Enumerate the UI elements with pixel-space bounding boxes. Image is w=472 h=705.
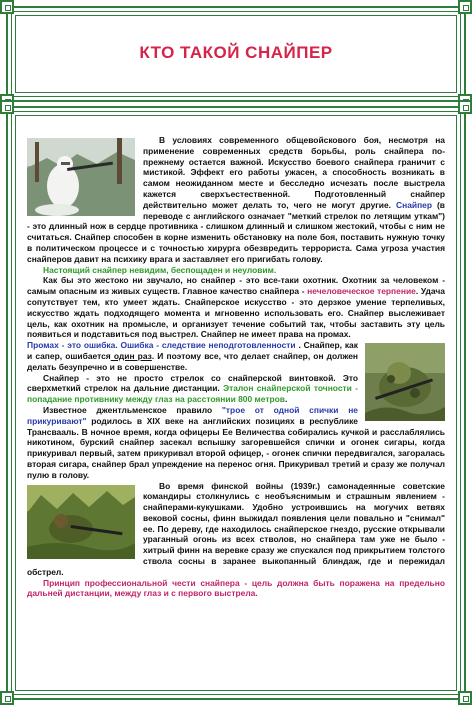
motto-invisible: Настоящий снайпер невидим, беспощаден и неуловим. [43,264,277,275]
paragraph-intro: В условиях современного общевойскового боя, несмотря на применение современных средств борьбы, роль снайпера по-прежнему остается важной. Искусство боевого снайпера граничит с мистикой. Эффект его работы ужасен, а способность возникать в самом неожиданном месте и бесследно исчезать после выстрела кажется сверхъестественной. Подготовленный снайпер действительно может делать то, чего не могут другие. [143,135,445,210]
corner-ornament-icon [0,691,14,705]
corner-ornament-icon [458,100,472,114]
highlight-match-rule: "трое от одной спички не прикуривают" [27,404,358,426]
paragraph-finnish-war: Во время финской войны (1939г.) самонадеянные советские командиры столкнулись с необъяснимым и страшным явлением - снайперами-кукушками. Удобно устроившись на могучих ветвях вековой сосны, финн выжидал появления цели повально и "снимал" ее. По дереву, где находилось снайперское гнездо, русские открывали ураганный огонь из всех стволов, но снайпера там уже не было - хитрый финн на веревке сразу же спускался под прикрытием толстого ствола сосны в заранее выкопанный блиндаж, где и пережидал обстрел. [27,480,445,577]
term-sniper: Снайпер [396,199,433,210]
sniper-ghillie-photo [365,343,445,421]
corner-ornament-icon [458,691,472,705]
highlight-mistake: Промах - это ошибка. Ошибка - следствие неподготовленности [27,340,296,351]
sniper-forest-photo [27,485,135,559]
page-title: КТО ТАКОЙ СНАЙПЕР [139,43,333,62]
article-body: В условиях современного общевойскового боя, несмотря на применение современных средств борьбы, роль снайпера по-прежнему остается важной. Искусство боевого снайпера граничит с мистикой. Эффект его работы ужасен, а способность возникать в самом неожиданном месте и бесследно исчезать после выстрела кажется сверхъестественной. Подготовленный снайпер действительно может делать то, чего не могут другие. Снайпер (в переводе с английского означает "меткий стрелок по летящим уткам") - это длинный нож в сердце противника - слишком длинный и слишком жестокий, чтобы с ним не считаться. Снайпер способен в корне изменить обстановку на поле боя, поставить нужную точку в политическом процессе и с точностью хирурга обезвредить террориста. Сама угроза участия снайперов давит на психику врага и заставляет его пригибать голову. Настоящий снайпер невидим, беспощаден и неуловим. Как бы это жестоко ни звучало, но снайпер - это все-таки охотник. Охотник за человеком - самым опасным из живых существ. Главное качество снайпера - нечеловеческое терпение. Удача сопутствует тем, кто умеет ждать. Снайперское искусство - это дерзкое умение терпеливых, искусство ждать подходящего момента и мгновенно использовать его. Снайпер выслеживает цель, как охотник на промысле, и организует течение событий так, чтобы заставить эту цель появиться и подставиться под выстрел. Снайпер не имеет права на промах. Промах - это ошибка. Ошибка - следствие неподготовленности . Снайпер, как и сапер, ошибается один раз. И поэтому все, что делает снайпер, он должен делать безупречно и в совершенстве. Снайпер - это не просто стрелок со снайперской винтовкой. Это сверхметкий стрелок на дальние дистанции. Эталон снайперской точности - попадание противнику между глаз на расстоянии 800 метров. Известное джентльменское правило "трое от одной спички не прикуривают" родилось в XIX веке на английских позициях в республике Трансвааль. В ночное время, когда офицеры Ее Величества собирались кучкой и расслаблялись никотином, бурский снайпер засекал вспышку загоревшейся спички и огонек сигары, когда прикуривал первый, затем прикуривал второй офицер, - огонек спички передвигался, загоралась вторая сигара, снайпер брал упреждение на перенос огня. Прикуривал третий и сразу же получал пулю в голову. Во время финской войны (1939г.) самонадеянные советские командиры столкнулись с необъяснимым и страшным явлением - снайперами-кукушками. Удобно устроившись на могучих ветвях вековой сосны, финн выжидал появления цели повально и "снимал" ее. По дереву, где находилось снайперское гнездо, русские открывали ураганный огонь из всех стволов, но снайпера там уже не было - хитрый финн на веревке сразу же спускался под прикрытием толстого ствола сосны в заранее выкопанный блиндаж, где и пережидал обстрел. Принцип профессиональной чести снайпера - цель должна быть поражена на предельно дальней дистанции, между глаз и с первого выстрела. [27,135,445,599]
highlight-precision: Эталон снайперской точности - попадание противнику между глаз на расстоянии 800 метров [27,383,358,405]
highlight-patience: нечеловеческое терпение [307,286,416,297]
corner-ornament-icon [458,0,472,14]
sniper-winter-photo [27,138,135,216]
corner-ornament-icon [0,0,14,14]
motto-honor: Принцип профессиональной чести снайпера - цель должна быть поражена на предельно дальней дистанции, между глаз и с первого выстрела. [27,577,445,599]
highlight-once: один раз [110,350,152,361]
corner-ornament-icon [0,100,14,114]
